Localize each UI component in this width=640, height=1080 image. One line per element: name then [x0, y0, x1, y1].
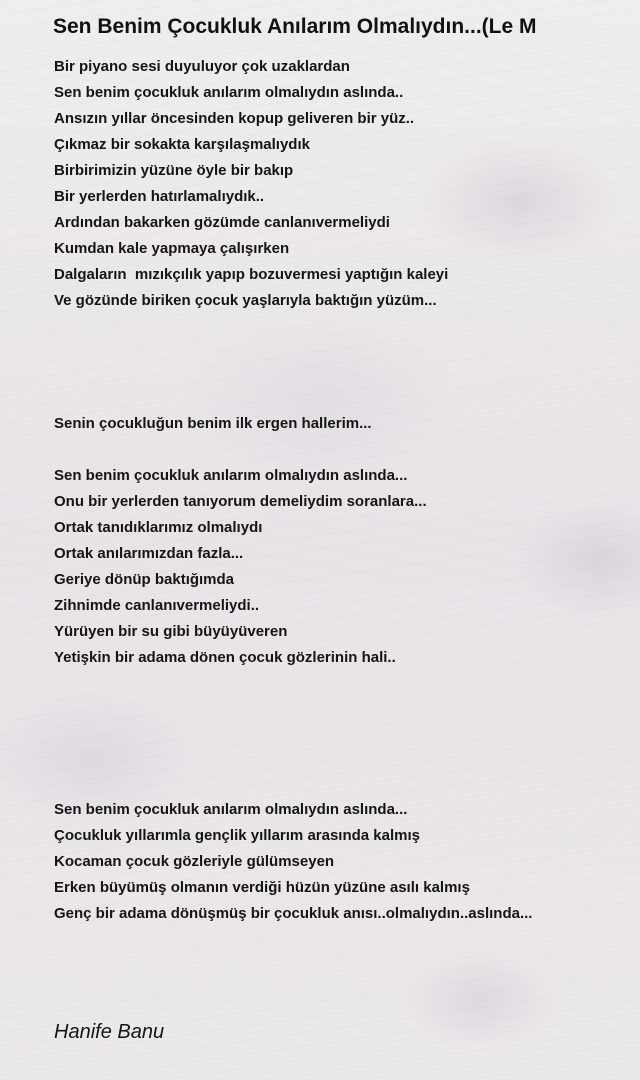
poem-line: Sen benim çocukluk anılarım olmalıydın aslında..: [54, 84, 404, 101]
poem-author: Hanife Banu: [54, 1021, 165, 1043]
poem-line: Bir yerlerden hatırlamalıydık..: [54, 188, 265, 205]
poem-line: Genç bir adama dönüşmüş bir çocukluk anısı..olmalıydın..aslında...: [54, 905, 533, 922]
poem-title: Sen Benim Çocukluk Anılarım Olmalıydın...(Le M: [53, 15, 537, 38]
poem-line: Kocaman çocuk gözleriyle gülümseyen: [54, 853, 335, 870]
poem-line: Kumdan kale yapmaya çalışırken: [54, 240, 290, 257]
poem-line: Çocukluk yıllarımla gençlik yıllarım arasında kalmış: [54, 827, 421, 844]
poem-line: Yürüyen bir su gibi büyüyüveren: [54, 623, 288, 640]
poem-line: Ortak tanıdıklarımız olmalıydı: [54, 519, 263, 536]
poem-line: Bir piyano sesi duyuluyor çok uzaklardan: [54, 58, 350, 75]
poem-line: Sen benim çocukluk anılarım olmalıydın aslında...: [54, 467, 408, 484]
poem-line: Birbirimizin yüzüne öyle bir bakıp: [54, 162, 294, 179]
poem-line: Erken büyümüş olmanın verdiği hüzün yüzüne asılı kalmış: [54, 879, 470, 896]
stanza-1: [54, 54, 448, 314]
poem-line: Çıkmaz bir sokakta karşılaşmalıydık: [54, 136, 310, 153]
stanza-2: [54, 411, 372, 437]
stanza-4: [54, 797, 532, 927]
poem-line: Senin çocukluğun benim ilk ergen hallerim...: [54, 415, 372, 432]
poem-line: Geriye dönüp baktığımda: [54, 571, 235, 588]
poem-line: Dalgaların mızıkçılık yapıp bozuvermesi yaptığın kaleyi: [54, 266, 449, 283]
stanza-3: [54, 463, 427, 671]
poem-line: Sen benim çocukluk anılarım olmalıydın aslında...: [54, 801, 408, 818]
poem-line: Yetişkin bir adama dönen çocuk gözlerinin hali..: [54, 649, 396, 666]
poem-line: Ve gözünde biriken çocuk yaşlarıyla baktığın yüzüm...: [54, 292, 437, 309]
poem-line: Ardından bakarken gözümde canlanıvermeliydi: [54, 214, 390, 231]
poem-line: Zihnimde canlanıvermeliydi..: [54, 597, 260, 614]
poem-line: Ansızın yıllar öncesinden kopup geliveren bir yüz..: [54, 110, 415, 127]
poem-line: Onu bir yerlerden tanıyorum demeliydim soranlara...: [54, 493, 427, 510]
poem-line: Ortak anılarımızdan fazla...: [54, 545, 244, 562]
